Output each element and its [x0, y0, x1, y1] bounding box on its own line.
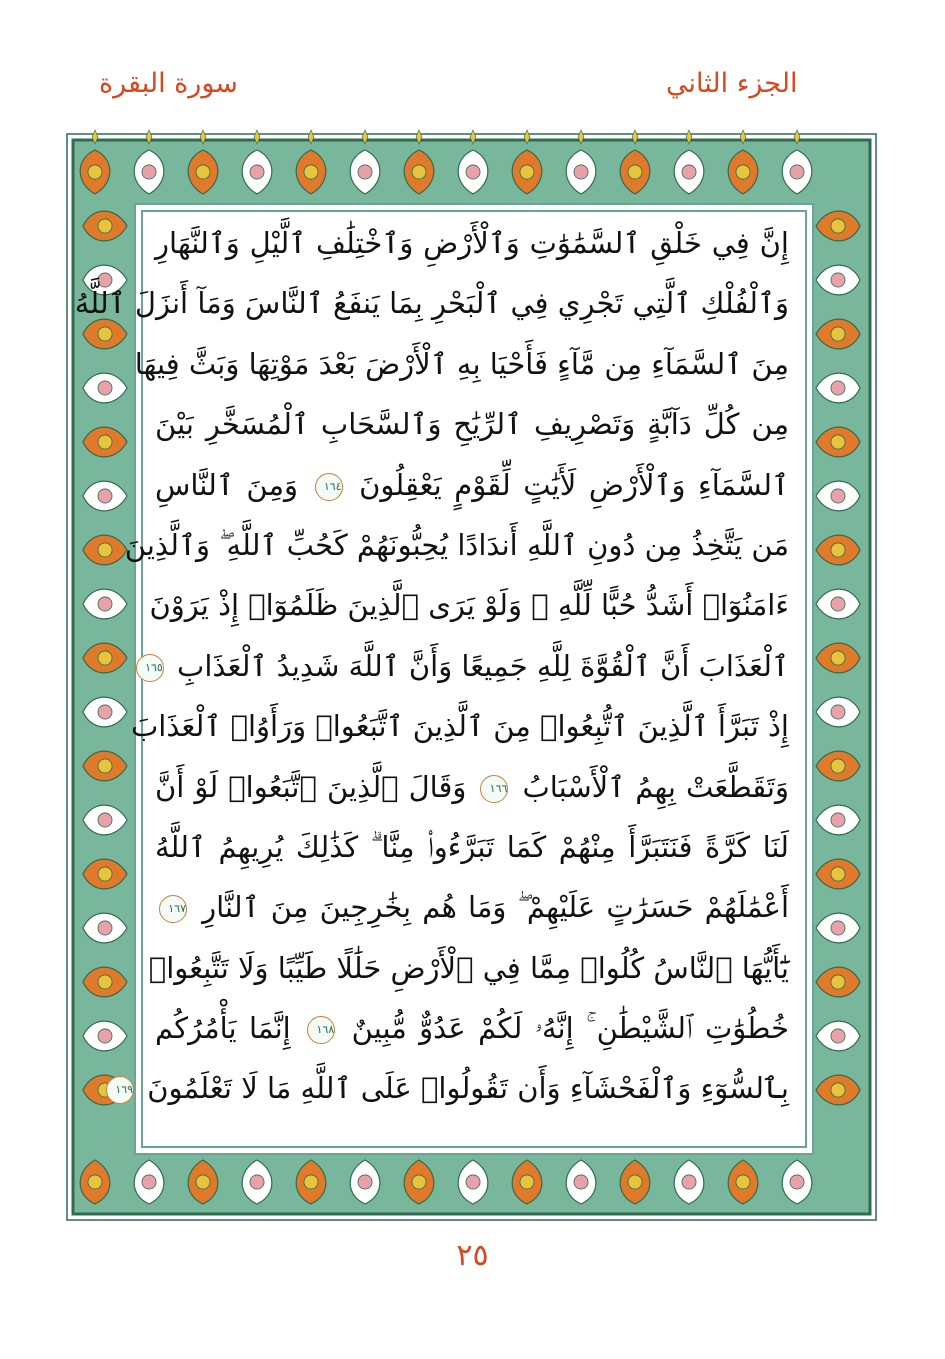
verse-line: وَتَقَطَّعَتْ بِهِمُ ٱلْأَسْبَابُ ١٦٦ وَقَالَ ٱلَّذِينَ ٱتَّبَعُوا۟ لَوْ أَنَّ: [155, 769, 789, 804]
ayah-marker: ١٦٥: [136, 654, 164, 682]
ayah-marker: ١٦٧: [159, 895, 187, 923]
ayah-marker: ١٦٤: [315, 473, 343, 501]
surah-title: سورة البقرة: [99, 68, 238, 99]
verse-line: أَعْمَٰلَهُمْ حَسَرَٰتٍ عَلَيْهِمْ ۖ وَمَا هُم بِخَٰرِجِينَ مِنَ ٱلنَّارِ ١٦٧: [155, 877, 789, 937]
verse-line: إِذْ تَبَرَّأَ ٱلَّذِينَ ٱتُّبِعُوا۟ مِنَ ٱلَّذِينَ ٱتَّبَعُوا۟ وَرَأَوُا۟ ٱلْعَذَابَ: [130, 709, 789, 744]
verse-line: مَن يَتَّخِذُ مِن دُونِ ٱللَّهِ أَندَادًا يُحِبُّونَهُمْ كَحُبِّ ٱللَّهِ ۖ وَٱلَّذِينَ: [124, 527, 789, 562]
verse-line: ءَامَنُوٓا۟ أَشَدُّ حُبًّا لِّلَّهِ ۗ وَلَوْ يَرَى ٱلَّذِينَ ظَلَمُوٓا۟ إِذْ يَرَوْنَ: [149, 588, 789, 623]
verse-line: إِنَّ فِي خَلْقِ ٱلسَّمَٰوَٰتِ وَٱلْأَرْضِ وَٱخْتِلَٰفِ ٱلَّيْلِ وَٱلنَّهَارِ: [155, 226, 789, 260]
juz-title: الجزء الثاني: [666, 68, 798, 99]
verse-text: [74, 213, 789, 1119]
verse-line: مِن كُلِّ دَآبَّةٍ وَتَصْرِيفِ ٱلرِّيَٰحِ وَٱلسَّحَابِ ٱلْمُسَخَّرِ بَيْنَ: [155, 407, 789, 442]
verse-line: لَنَا كَرَّةً فَنَتَبَرَّأَ مِنْهُمْ كَمَا تَبَرَّءُوا۟ مِنَّا ۗ كَذَٰلِكَ يُرِيهِمُ ٱللَّهُ: [155, 829, 789, 864]
verse-line: يَٰٓأَيُّهَا ٱلنَّاسُ كُلُوا۟ مِمَّا فِي ٱلْأَرْضِ حَلَٰلًا طَيِّبًا وَلَا تَتَّبِعُوا۟: [148, 950, 789, 985]
verse-line: خُطُوَٰتِ ٱلشَّيْطَٰنِ ۚ إِنَّهُۥ لَكُمْ عَدُوٌّ مُّبِينٌ ١٦٨ إِنَّمَا يَأْمُرُكُم: [155, 1011, 789, 1046]
verse-line: ٱلسَّمَآءِ وَٱلْأَرْضِ لَأَيَٰتٍ لِّقَوْمٍ يَعْقِلُونَ ١٦٤ وَمِنَ ٱلنَّاسِ: [155, 467, 789, 502]
verse-line: بِٱلسُّوٓءِ وَٱلْفَحْشَآءِ وَأَن تَقُولُوا۟ عَلَى ٱللَّهِ مَا لَا تَعْلَمُونَ ١٦٩: [155, 1058, 789, 1118]
ayah-marker: ١٦٦: [480, 775, 508, 803]
verse-line: ٱلْعَذَابَ أَنَّ ٱلْقُوَّةَ لِلَّهِ جَمِيعًا وَأَنَّ ٱللَّهَ شَدِيدُ ٱلْعَذَابِ ١٦٥: [155, 636, 789, 696]
page-number: ٢٥: [456, 1238, 489, 1273]
verse-line: وَٱلْفُلْكِ ٱلَّتِي تَجْرِي فِي ٱلْبَحْرِ بِمَا يَنفَعُ ٱلنَّاسَ وَمَآ أَنزَلَ ٱللَّهُ: [74, 286, 789, 321]
ayah-marker: ١٦٩: [106, 1076, 134, 1104]
verse-line: مِنَ ٱلسَّمَآءِ مِن مَّآءٍ فَأَحْيَا بِهِ ٱلْأَرْضَ بَعْدَ مَوْتِهَا وَبَثَّ فِيهَا: [134, 346, 789, 381]
ayah-marker: ١٦٨: [307, 1016, 335, 1044]
